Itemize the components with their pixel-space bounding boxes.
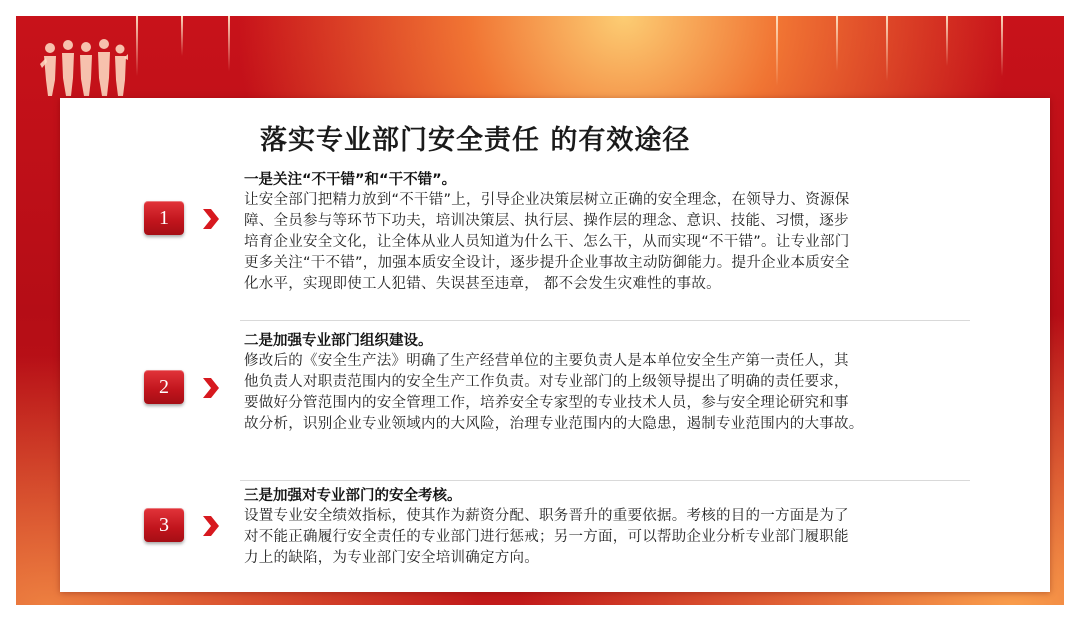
section-divider [240,320,970,321]
slide-background [16,16,1064,605]
body-line: 设置专业安全绩效指标，使其作为薪资分配、职务晋升的重要依据。考核的目的一方面是为了 [244,508,849,524]
light-streak [946,16,948,66]
light-streak [181,16,183,56]
body-line: 培育企业安全文化，让全体从业人员知道为什么干、怎么干，从而实现“不干错”。让专业部门 [244,234,850,250]
page-title: 落实专业部门安全责任 的有效途径 [260,125,691,156]
section-divider [240,480,970,481]
body-line: 化水平，实现即使工人犯错、失误甚至违章， 都不会发生灾难性的事故。 [244,276,721,292]
body-line: 让安全部门把精力放到“不干错”上，引导企业决策层树立正确的安全理念，在领导力、资源保 [244,192,850,208]
body-line: 更多关注“干不错”，加强本质安全设计，逐步提升企业事故主动防御能力。提升企业本质安全 [244,255,850,271]
light-streak [836,16,838,71]
section-body [244,506,970,569]
chevron-right-icon [200,207,220,231]
body-line: 他负责人对职责范围内的安全生产工作负责。对专业部门的上级领导提出了明确的责任要求， [244,374,849,390]
content-card [60,98,1050,592]
light-streak [886,16,888,81]
chevron-right-icon [200,376,220,400]
light-streak [228,16,230,71]
section-number-badge: 1 [144,201,184,235]
body-line: 修改后的《安全生产法》明确了生产经营单位的主要负责人是本单位安全生产第一责任人，其 [244,353,849,369]
team-silhouette-icon [38,36,128,98]
section-heading: 三是加强对专业部门的安全考核。 [244,488,462,504]
section-2 [244,331,970,435]
section-heading: 一是关注“不干错”和“干不错”。 [244,172,457,188]
chevron-right-icon [200,514,220,538]
body-line: 对不能正确履行安全责任的专业部门进行惩戒；另一方面，可以帮助企业分析专业部门履职能 [244,529,849,545]
section-1 [244,170,970,295]
body-line: 故分析，识别企业专业领域内的大风险，治理专业范围内的大隐患，遏制专业范围内的大事故。 [244,416,864,432]
light-streak [136,16,138,76]
section-number-badge: 3 [144,508,184,542]
section-body [244,190,970,295]
section-body [244,351,970,435]
light-streak [776,16,778,86]
body-line: 力上的缺陷，为专业部门安全培训确定方向。 [244,550,539,566]
section-number-badge: 2 [144,370,184,404]
body-line: 要做好分管范围内的安全管理工作，培养安全专家型的专业技术人员，参与安全理论研究和事 [244,395,849,411]
section-heading: 二是加强专业部门组织建设。 [244,333,433,349]
section-3 [244,486,970,569]
light-streak [1001,16,1003,76]
body-line: 障、全员参与等环节下功夫，培训决策层、执行层、操作层的理念、意识、技能、习惯，逐步 [244,213,849,229]
